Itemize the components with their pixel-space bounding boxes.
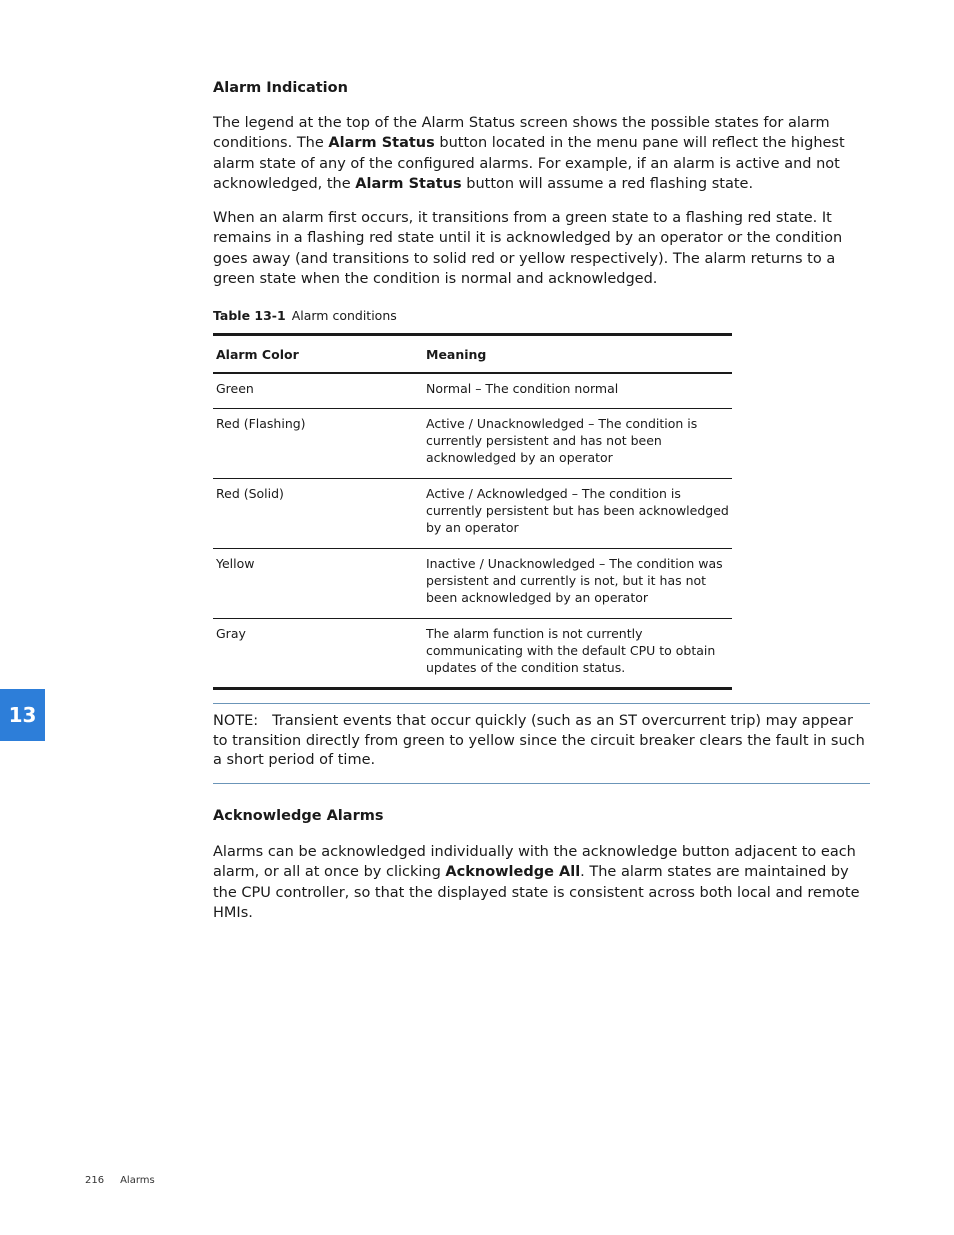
table-cell-meaning: Active / Unacknowledged – The condition is currently persistent and has not been acknowledged by an operator [423, 408, 732, 478]
table-row [213, 408, 732, 478]
note-paragraph [213, 712, 870, 771]
table-cell-meaning: Normal – The condition normal [423, 373, 732, 408]
table-cell-color: Red (Solid) [213, 478, 423, 548]
para3-bold-1: Acknowledge All [445, 864, 581, 881]
para1-text-2: button located in the menu pane will reflect the highest alarm state of any of the configured alarms. For example, if an alarm is active and not acknowledged, the [213, 135, 845, 192]
table-cell-color: Red (Flashing) [213, 408, 423, 478]
table-cell-color: Green [213, 373, 423, 408]
table-caption [213, 308, 397, 323]
table-cell-color: Yellow [213, 548, 423, 618]
note-text: Transient events that occur quickly (such as an ST overcurrent trip) may appear to transition directly from green to yellow since the circuit breaker clears the fault in such a short period of time. [213, 713, 865, 769]
section-heading-acknowledge-alarms: Acknowledge Alarms [213, 808, 384, 824]
paragraph-alarm-status [213, 113, 870, 194]
para1-text-3: button will assume a red flashing state. [461, 175, 754, 192]
table-header-row [213, 335, 732, 374]
paragraph-acknowledge [213, 842, 870, 923]
table-cell-meaning: Active / Acknowledged – The condition is currently persistent but has been acknowledged by an operator [423, 478, 732, 548]
para1-text-1: The legend at the top of the Alarm Status screen shows the possible states for alarm conditions. The [213, 115, 830, 152]
page-number: 216 [85, 1175, 105, 1186]
section-heading-alarm-indication: Alarm Indication [213, 80, 348, 96]
column-header-alarm-color: Alarm Color [213, 335, 423, 374]
page-footer [85, 1175, 171, 1186]
table-row [213, 373, 732, 408]
paragraph-alarm-transitions: When an alarm first occurs, it transitions from a green state to a flashing red state. It remains in a flashing red state until it is acknowledged by an operator or the condition goes away (and transitions to solid red or yellow respectively). The alarm returns to a green state when the condition is normal and acknowledged. [213, 210, 843, 287]
column-header-meaning: Meaning [423, 335, 732, 374]
table-caption-label: Table 13-1 [213, 308, 286, 323]
para3-text-1: Alarms can be acknowledged individually with the acknowledge button adjacent to each alarm, or all at once by clicking [213, 844, 856, 881]
table-caption-text: Alarm conditions [291, 308, 397, 323]
table-row [213, 618, 732, 688]
para1-bold-1: Alarm Status [328, 135, 435, 152]
para1-bold-2: Alarm Status [355, 175, 462, 192]
chapter-tab: 13 [0, 689, 45, 741]
table-row [213, 548, 732, 618]
table-cell-meaning: Inactive / Unacknowledged – The condition was persistent and currently is not, but it has not been acknowledged by an operator [423, 548, 732, 618]
alarm-conditions-table [213, 333, 732, 690]
table-cell-meaning: The alarm function is not currently communicating with the default CPU to obtain updates of the condition status. [426, 625, 716, 675]
note-label: NOTE: [213, 713, 259, 729]
footer-section-name: Alarms [120, 1175, 155, 1186]
note-box [213, 703, 870, 784]
table-cell-color: Gray [216, 625, 246, 641]
table-row [213, 478, 732, 548]
para3-text-2: . The alarm states are maintained by the CPU controller, so that the displayed state is consistent across both local and remote HMIs. [213, 864, 860, 921]
